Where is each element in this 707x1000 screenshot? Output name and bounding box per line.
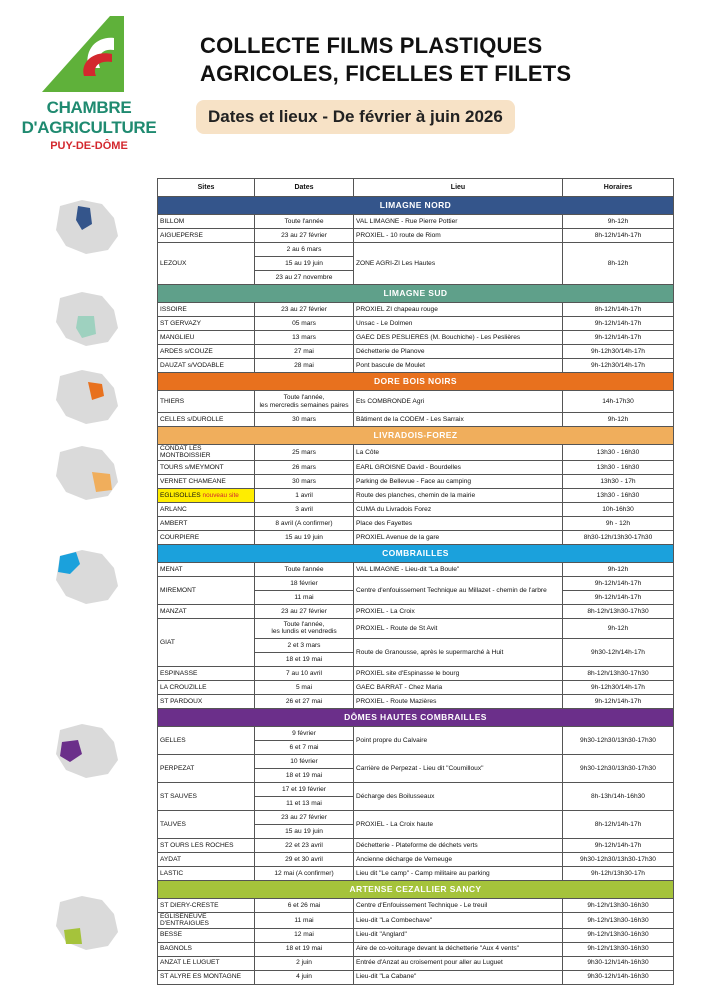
region-domes-hautes-combrailles: DÔMES HAUTES COMBRAILLES	[158, 708, 674, 726]
table-row: TOURS s/MEYMONT 26 mars EARL GROISNE David - Bourdelles 13h30 - 16h30	[158, 460, 674, 474]
table-row: PERPEZAT 10 février Carrière de Perpezat - Lieu dit "Coumilloux" 9h30-12h30/13h30-17h30	[158, 754, 674, 768]
table-row: BILLOM Toute l'année VAL LIMAGNE - Rue Pierre Pottier 9h-12h	[158, 215, 674, 229]
table-row: AYDAT 29 et 30 avril Ancienne décharge de Verneuge 9h30-12h30/13h30-17h30	[158, 852, 674, 866]
region-artense-cezallier-sancy: ARTENSE CEZALLIER SANCY	[158, 880, 674, 898]
table-row: THIERS Toute l'année, les mercredis semaines paires Ets COMBRONDE Agri 14h-17h30	[158, 391, 674, 413]
table-row: 18 et 19 mai	[158, 652, 674, 666]
table-row: 18 et 19 mai	[158, 768, 674, 782]
table-row: ST SAUVES 17 et 19 février Décharge des Boilusseaux 8h-13h/14h-16h30	[158, 782, 674, 796]
table-header-row	[158, 179, 674, 197]
table-row: 11 mai 9h-12h/14h-17h	[158, 590, 674, 604]
table-row: ESPINASSE 7 au 10 avril PROXIEL site d'Espinasse le bourg 8h-12h/13h30-17h30	[158, 666, 674, 680]
page-title	[200, 32, 680, 88]
table-row: BAGNOLS 18 et 19 mai Aire de co-voiturage devant la déchetterie "Aux 4 vents" 9h-12h/13h30-16h30	[158, 942, 674, 956]
col-header-lieu: Lieu	[354, 179, 563, 197]
table-row: GIAT Toute l'année, les lundis et vendredis PROXIEL - Route de St Avit 9h-12h	[158, 618, 674, 638]
page-subtitle: Dates et lieux - De février à juin 2026	[196, 100, 515, 134]
table-row: ST DIERY-CRESTE 6 et 26 mai Centre d'Enfouissement Technique - Le treuil 9h-12h/13h30-16h30	[158, 898, 674, 912]
table-row: EGLISOLLES nouveau site 1 avril Route des planches, chemin de la mairie 13h30 - 16h30	[158, 488, 674, 502]
region-dore-bois-noirs: DORE BOIS NOIRS	[158, 373, 674, 391]
table-row: ANZAT LE LUGUET 2 juin Entrée d'Anzat au croisement pour aller au Luguet 9h30-12h/14h-16h30	[158, 956, 674, 970]
new-site-tag: nouveau site	[202, 491, 239, 499]
map-livradois-forez-icon	[52, 442, 122, 504]
table-row: MIREMONT 18 février Centre d'enfouissement Technique au Millazet - chemin de l'arbre 9h-12h/14h-17h	[158, 576, 674, 590]
table-row: COURPIERE 15 au 19 juin PROXIEL Avenue de la gare 8h30-12h/13h30-17h30	[158, 530, 674, 544]
table-row: VERNET CHAMEANE 30 mars Parking de Bellevue - Face au camping 13h30 - 17h	[158, 474, 674, 488]
table-row: LEZOUX 2 au 6 mars ZONE AGRI-ZI Les Hautes 8h-12h	[158, 243, 674, 257]
table-row: LASTIC 12 mai (A confirmer) Lieu dit "Le camp" - Camp militaire au parking 9h-12h/13h30-17h	[158, 866, 674, 880]
map-combrailles-icon	[52, 546, 122, 608]
table-row: 15 au 19 juin	[158, 257, 674, 271]
table-row: ARLANC 3 avril CUMA du Livradois Forez 10h-16h30	[158, 502, 674, 516]
table-row: 15 au 19 juin	[158, 824, 674, 838]
col-header-dates: Dates	[255, 179, 354, 197]
region-maps	[0, 180, 156, 1000]
logo-emblem-icon	[40, 14, 140, 96]
table-row: EGLISENEUVE D'ENTRAIGUES 11 mai Lieu-dit "La Combechave" 9h-12h/13h30-16h30	[158, 912, 674, 928]
table-row: ST GERVAZY 05 mars Unsac - Le Dolmen 9h-12h/14h-17h	[158, 317, 674, 331]
logo-text-line3: PUY-DE-DÔME	[50, 140, 128, 152]
table-row: BESSE 12 mai Lieu-dit "Anglard" 9h-12h/13h30-16h30	[158, 928, 674, 942]
region-combrailles: COMBRAILLES	[158, 544, 674, 562]
table-row: ST OURS LES ROCHES 22 et 23 avril Déchetterie - Plateforme de déchets verts 9h-12h/14h-17h	[158, 838, 674, 852]
map-artense-icon	[52, 892, 122, 954]
table-row: LA CROUZILLE 5 mai GAEC BARRAT - Chez Maria 9h-12h30/14h-17h	[158, 680, 674, 694]
table-row: ISSOIRE 23 au 27 février PROXIEL ZI chapeau rouge 8h-12h/14h-17h	[158, 303, 674, 317]
region-livradois-forez: LIVRADOIS-FOREZ	[158, 427, 674, 445]
table-row: MANGLIEU 13 mars GAEC DES PESLIERES (M. Bouchiche) - Les Peslières 9h-12h/14h-17h	[158, 331, 674, 345]
table-row: 6 et 7 mai	[158, 740, 674, 754]
table-row: ARDES s/COUZE 27 mai Déchetterie de Planove 9h-12h30/14h-17h	[158, 345, 674, 359]
title-line1: COLLECTE FILMS PLASTIQUES	[200, 33, 543, 58]
title-line2: AGRICOLES, FICELLES ET FILETS	[200, 61, 572, 86]
collection-schedule-table	[157, 178, 674, 985]
map-limagne-nord-icon	[52, 196, 122, 258]
col-header-horaires: Horaires	[563, 179, 674, 197]
table-row: CONDAT LES MONTBOISSIER 25 mars La Côte 13h30 - 16h30	[158, 445, 674, 461]
table-row: DAUZAT s/VODABLE 28 mai Pont bascule de Moulet 9h-12h30/14h-17h	[158, 359, 674, 373]
region-limagne-nord: LIMAGNE NORD	[158, 197, 674, 215]
map-limagne-sud-icon	[52, 288, 122, 350]
table-row: ST PARDOUX 26 et 27 mai PROXIEL - Route Mazières 9h-12h/14h-17h	[158, 694, 674, 708]
table-row: MENAT Toute l'année VAL LIMAGNE - Lieu-dit "La Boule" 9h-12h	[158, 562, 674, 576]
table-row: TAUVES 23 au 27 février PROXIEL - La Croix haute 8h-12h/14h-17h	[158, 810, 674, 824]
table-row: GELLES 9 février Point propre du Calvaire 9h30-12h30/13h30-17h30	[158, 726, 674, 740]
table-row: AMBERT 8 avril (A confirmer) Place des Fayettes 9h - 12h	[158, 516, 674, 530]
col-header-sites: Sites	[158, 179, 255, 197]
table-row: CELLES s/DUROLLE 30 mars Bâtiment de la CODEM - Les Sarraix 9h-12h	[158, 413, 674, 427]
logo-text-line2: D'AGRICULTURE	[21, 118, 157, 137]
table-row: 23 au 27 novembre	[158, 271, 674, 285]
table-row: 2 et 3 mars Route de Granousse, après le supermarché à Huit 9h30-12h/14h-17h	[158, 638, 674, 652]
logo-text-line1: CHAMBRE	[46, 98, 132, 117]
table-row: AIGUEPERSE 23 au 27 février PROXIEL - 10 route de Riom 8h-12h/14h-17h	[158, 229, 674, 243]
map-domes-icon	[52, 720, 122, 782]
region-limagne-sud: LIMAGNE SUD	[158, 285, 674, 303]
table-row: 11 et 13 mai	[158, 796, 674, 810]
map-dore-bois-noirs-icon	[52, 366, 122, 428]
table-row: ST ALYRE ES MONTAGNE 4 juin Lieu-dit "La Cabane" 9h30-12h/14h-16h30	[158, 970, 674, 984]
table-row: MANZAT 23 au 27 février PROXIEL - La Croix 8h-12h/13h30-17h30	[158, 604, 674, 618]
chambre-agriculture-logo	[14, 12, 164, 162]
new-site-highlight: EGLISOLLES nouveau site	[158, 488, 255, 502]
